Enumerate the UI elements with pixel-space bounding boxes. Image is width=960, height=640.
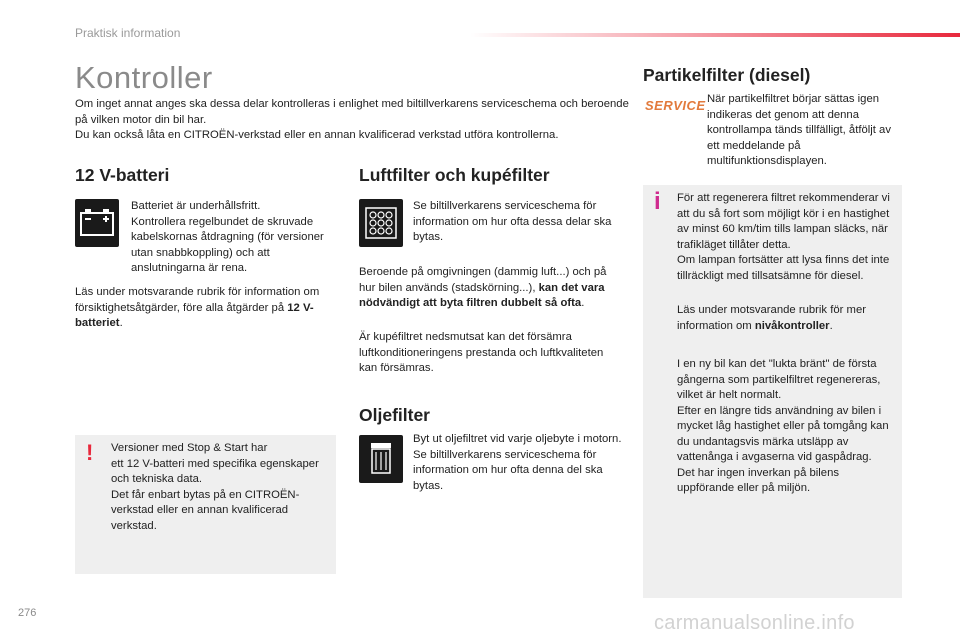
intro-paragraph: Du kan också låta en CITROËN-verkstad eller en annan kvalificerad verkstad utföra kontrollerna. bbox=[75, 129, 559, 141]
car-battery-icon bbox=[75, 199, 119, 247]
page-number: 276 bbox=[18, 607, 37, 619]
oil-filter-description: Byt ut oljefiltret vid varje oljebyte i motorn. Se biltillverkarens serviceschema för information om hur ofta denna del ska bytas. bbox=[413, 433, 622, 492]
particle-filter-heading: Partikelfilter (diesel) bbox=[643, 65, 811, 85]
air-filter-frequency-emphasis: kan det vara nödvändigt att byta filtren dubbelt så ofta bbox=[359, 281, 605, 309]
air-filter-frequency-text: Beroende på omgivningen (dammig luft...) och på hur bilen används (stadskörning...), bbox=[359, 266, 607, 294]
section-header: Praktisk information bbox=[75, 26, 181, 40]
air-filter-icon bbox=[359, 199, 403, 247]
level-check-text: Läs under motsvarande rubrik för mer information om bbox=[677, 304, 866, 332]
regeneration-advice: För att regenerera filtret rekommenderar vi att du så fort som möjligt kör i en hastighet av minst 60 km/tim tills lampan släcks, när trafikläget tillåter detta. Om lampan fortsätter att lysa finns det inte tillräckligt med tillsatsämne för diesel. bbox=[677, 192, 890, 282]
air-filter-heading: Luftfilter och kupéfilter bbox=[359, 165, 550, 185]
new-car-smell-note: I en ny bil kan det "lukta bränt" de första gångerna som partikelfiltret regenereras, vilket är helt normalt. Efter en längre tids användning av bilen i mycket låg hastighet eller på tomgång kan du undantagsvis märka utsläpp av vattenånga i avgaserna vid gaspådrag. Det har ingen inverkan på bilens uppförande eller på miljön. bbox=[677, 358, 889, 494]
battery-more-text: Läs under motsvarande rubrik för information om försiktighetsåtgärder, före alla åtgärder på bbox=[75, 286, 320, 314]
punctuation: . bbox=[119, 317, 123, 329]
particle-filter-description: När partikelfiltret börjar sättas igen indikeras det genom att denna kontrollampa tänds tillfälligt, åtföljt av ett meddelande på multifunktionsdisplayen. bbox=[707, 93, 891, 167]
intro-text bbox=[75, 97, 635, 144]
punctuation: . bbox=[829, 319, 833, 332]
info-icon: i bbox=[654, 188, 661, 215]
service-warning-icon bbox=[645, 97, 706, 117]
battery-description: Batteriet är underhållsfritt. Kontrollera regelbundet de skruvade kabelskornas åtdragning (för versioner utan snabbkoppling) och att anslutningarna är rena. bbox=[131, 200, 324, 274]
battery-heading: 12 V-batteri bbox=[75, 165, 170, 185]
service-badge-text: SERVICE bbox=[645, 98, 706, 113]
air-filter-description: Se biltillverkarens serviceschema för information om hur ofta dessa delar ska bytas. bbox=[413, 200, 612, 243]
watermark: carmanualsonline.info bbox=[654, 612, 855, 634]
cabin-filter-note: Är kupéfiltret nedsmutsat kan det försämra luftkonditioneringens prestanda och luftkvaliteten kan försämras. bbox=[359, 331, 604, 374]
battery-more-info bbox=[75, 285, 337, 332]
warning-icon: ! bbox=[86, 440, 94, 465]
punctuation: . bbox=[581, 297, 585, 309]
level-check-reference bbox=[677, 303, 899, 334]
air-filter-frequency bbox=[359, 265, 621, 312]
oil-filter-icon bbox=[359, 435, 403, 483]
intro-paragraph: Om inget annat anges ska dessa delar kontrolleras i enlighet med biltillverkarens serviceschema och beroende på vilken motor din bil har. bbox=[75, 98, 629, 126]
level-check-link-text: nivåkontroller bbox=[754, 319, 830, 332]
battery-warning-text: Versioner med Stop & Start har ett 12 V-batteri med specifika egenskaper och tekniska data. Det får enbart bytas på en CITROËN-verkstad eller en annan kvalificerad verkstad. bbox=[111, 442, 319, 532]
page-title: Kontroller bbox=[75, 60, 213, 95]
oil-filter-heading: Oljefilter bbox=[359, 405, 430, 425]
battery-link-text: 12 V-batteriet bbox=[75, 301, 314, 329]
header-accent-bar bbox=[470, 33, 960, 37]
